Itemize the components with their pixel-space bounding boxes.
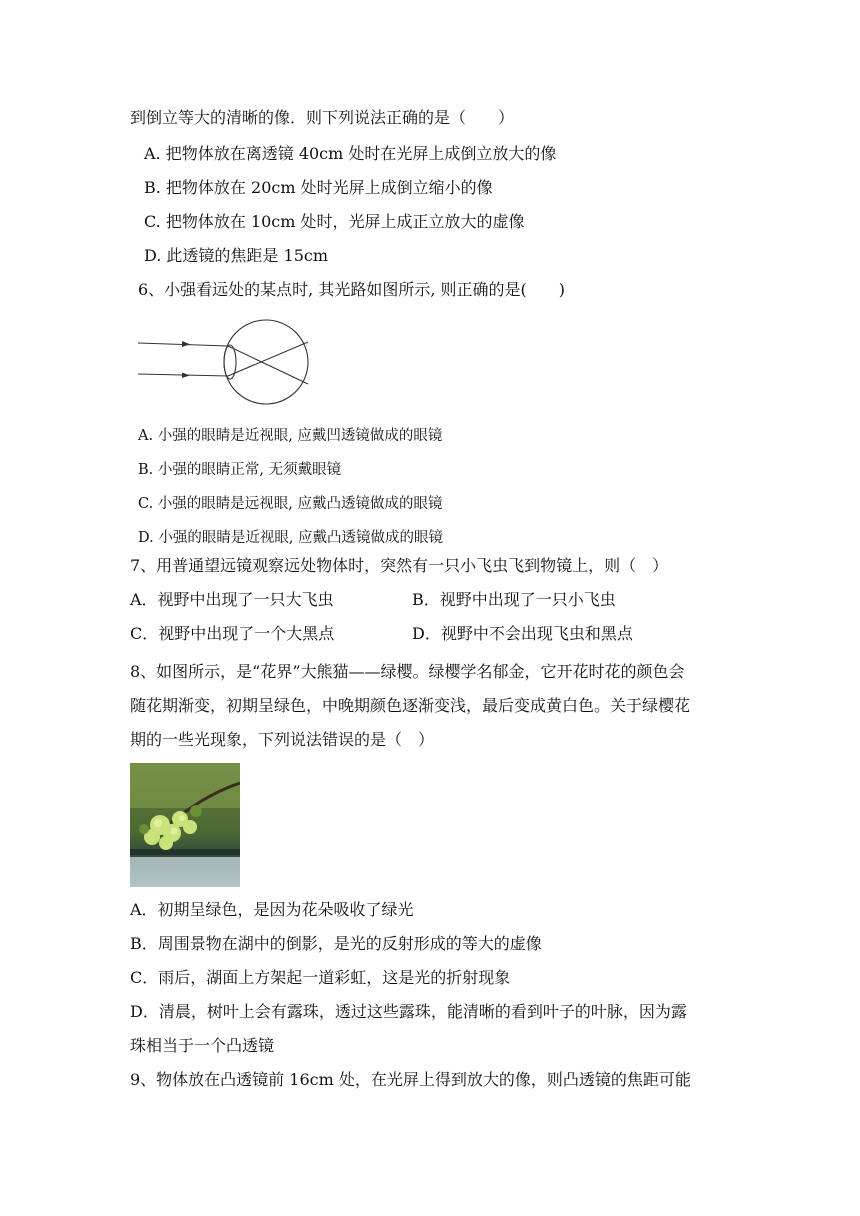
arrow-top-icon [182, 341, 190, 347]
q5-option-a: A. 把物体放在离透镜 40cm 处时在光屏上成倒立放大的像 [144, 144, 557, 163]
q8-option-d-continued: 珠相当于一个凸透镜 [130, 1036, 275, 1055]
eye-diagram-figure [138, 318, 318, 410]
q9-stem: 9、物体放在凸透镜前 16cm 处，在光屏上得到放大的像，则凸透镜的焦距可能 [130, 1070, 691, 1089]
q7-option-b: B．视野中出现了一只小飞虫 [412, 590, 616, 609]
q7-option-d: D．视野中不会出现飞虫和黑点 [412, 624, 633, 643]
q8-option-a: A．初期呈绿色，是因为花朵吸收了绿光 [130, 900, 414, 919]
q6-option-b: B. 小强的眼睛正常, 无须戴眼镜 [138, 462, 342, 478]
q8-stem-line-3: 期的一些光现象，下列说法错误的是（ ） [130, 730, 435, 749]
q5-option-b: B. 把物体放在 20cm 处时光屏上成倒立缩小的像 [144, 178, 493, 197]
eyeball-outline [224, 320, 308, 404]
green-cherry-blossom-photo [130, 763, 240, 887]
q7-option-a: A．视野中出现了一只大飞虫 [130, 590, 334, 609]
q6-option-c: C. 小强的眼睛是远视眼, 应戴凸透镜做成的眼镜 [138, 496, 443, 512]
q6-option-a: A. 小强的眼睛是近视眼, 应戴凹透镜做成的眼镜 [138, 428, 443, 444]
q8-option-b: B．周围景物在湖中的倒影，是光的反射形成的等大的虚像 [130, 934, 542, 953]
q8-stem-line-2: 随花期渐变，初期呈绿色，中晚期颜色逐渐变浅，最后变成黄白色。关于绿樱花 [130, 696, 691, 715]
q8-option-c: C．雨后，湖面上方架起一道彩虹，这是光的折射现象 [130, 968, 511, 987]
q8-option-d: D．清晨，树叶上会有露珠，透过这些露珠，能清晰的看到叶子的叶脉，因为露 [130, 1002, 687, 1021]
q5-option-c: C. 把物体放在 10cm 处时，光屏上成正立放大的虚像 [144, 212, 525, 231]
refracted-ray-bottom [228, 342, 308, 376]
q5-stem: 到倒立等大的清晰的像．则下列说法正确的是（ ） [130, 108, 515, 127]
q7-option-c: C．视野中出现了一个大黑点 [130, 624, 335, 643]
q6-option-d: D. 小强的眼睛是近视眼, 应戴凸透镜做成的眼镜 [138, 530, 444, 546]
q8-stem-line-1: 8、如图所示，是“花界”大熊猫——绿樱。绿樱学名郁金，它开花时花的颜色会 [130, 662, 685, 681]
refracted-ray-top [228, 346, 308, 384]
q7-stem: 7、用普通望远镜观察远处物体时，突然有一只小飞虫飞到物镜上，则（ ） [130, 556, 669, 575]
q6-stem: 6、小强看远处的某点时, 其光路如图所示, 则正确的是( ) [138, 280, 566, 299]
q5-option-d: D. 此透镜的焦距是 15cm [144, 246, 329, 265]
arrow-bottom-icon [182, 373, 190, 379]
